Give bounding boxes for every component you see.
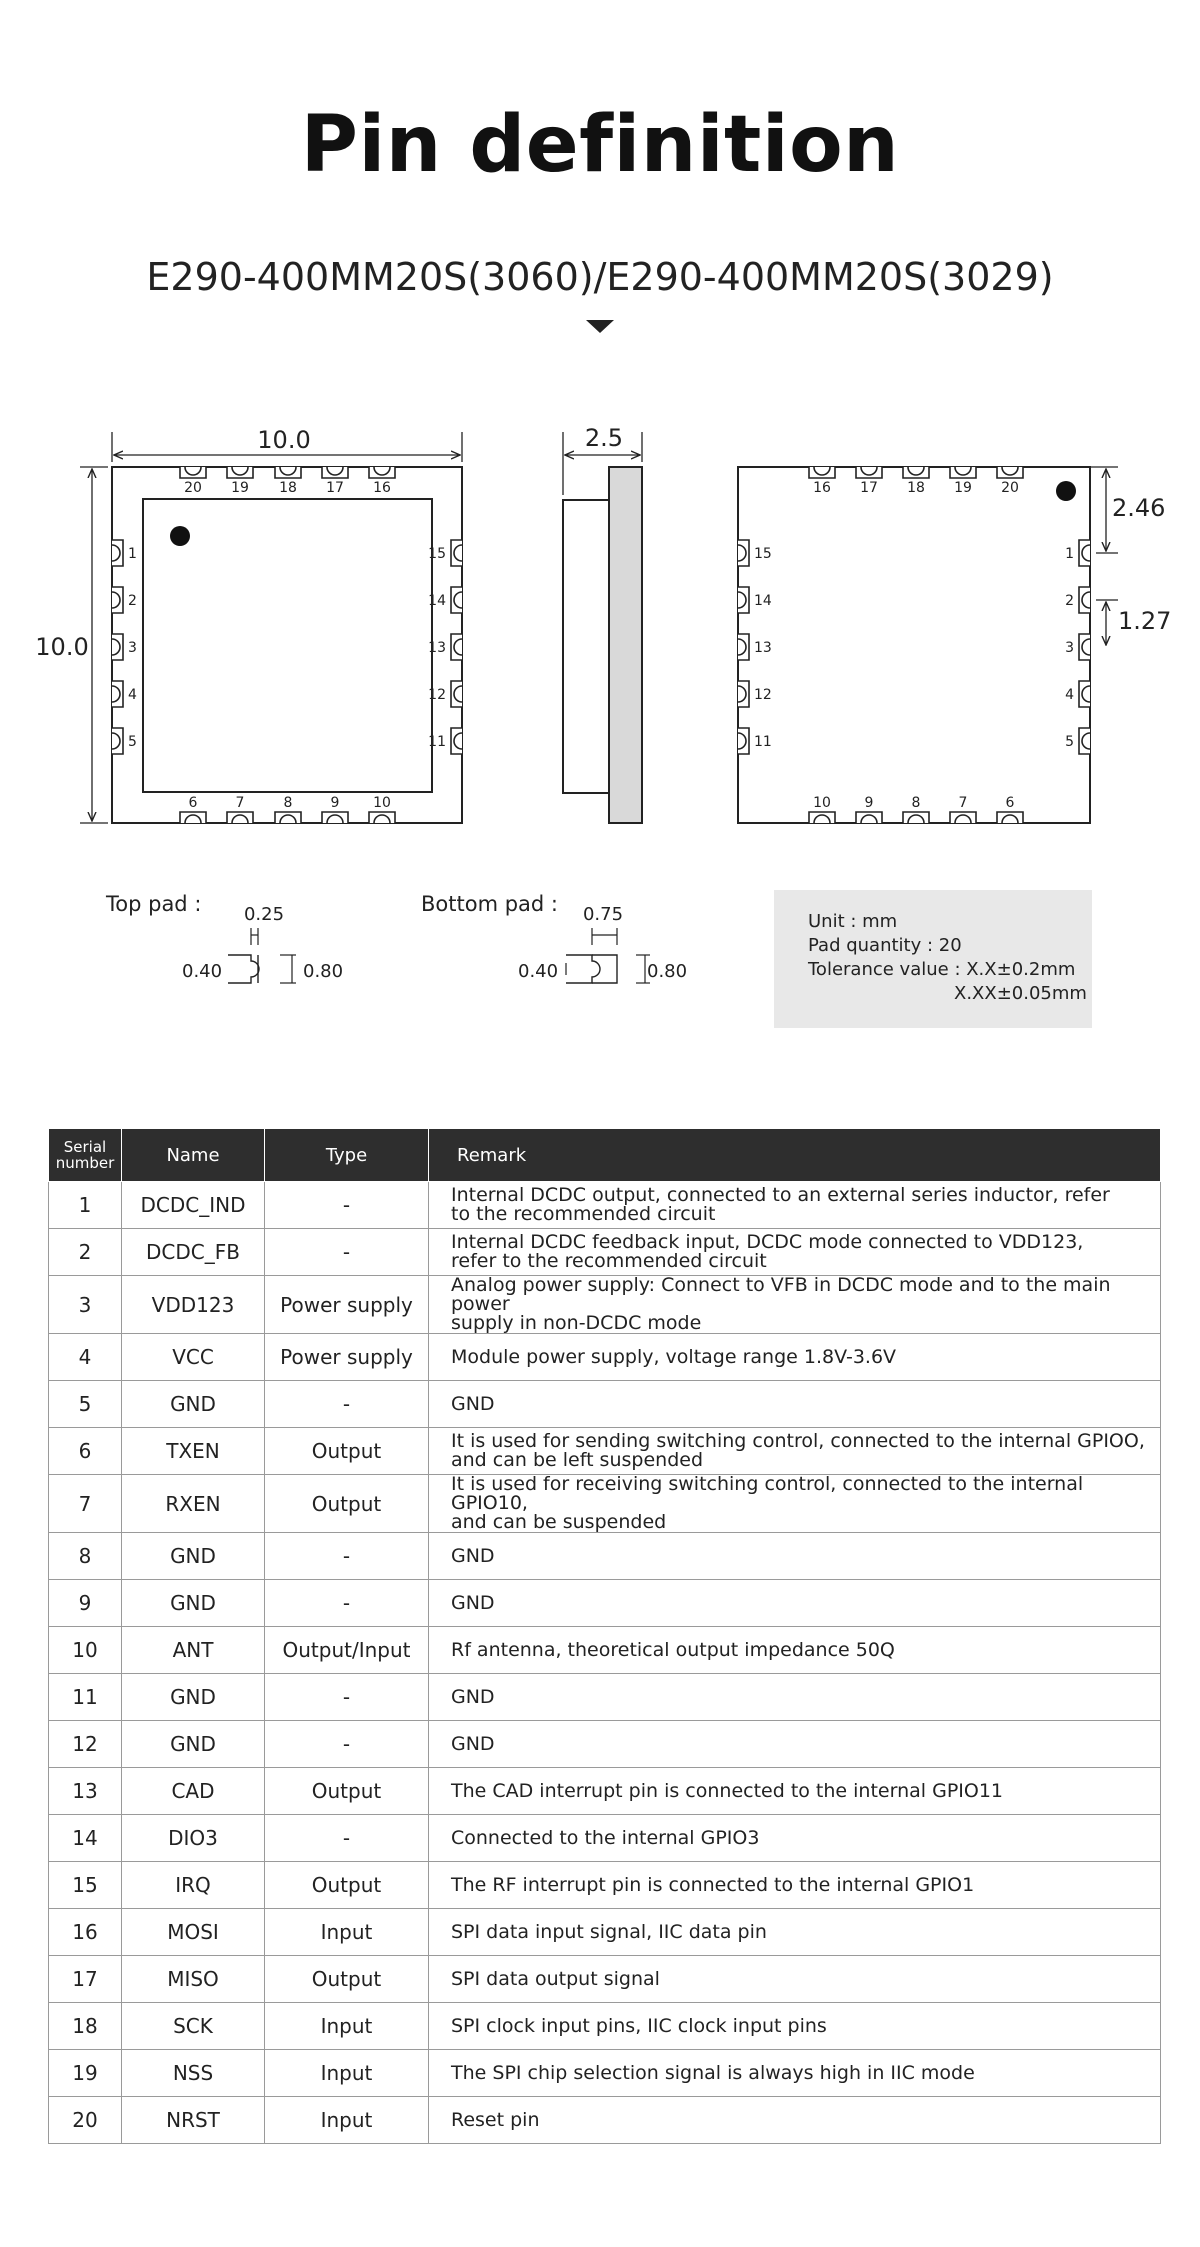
table-row — [49, 1428, 1161, 1475]
bottom-view-body — [738, 467, 1090, 823]
pin-number-label: 2 — [128, 593, 137, 609]
cell-serial: 10 — [49, 1627, 122, 1674]
bottom-pad-label: Bottom pad : — [421, 892, 558, 916]
pin-number-label: 9 — [864, 795, 874, 811]
cell-remark: SPI data output signal — [429, 1956, 1161, 2003]
cell-name: NSS — [122, 2050, 265, 2097]
bottom-pad-left-dim: 0.40 — [518, 961, 559, 982]
cell-remark: Reset pin — [429, 2097, 1161, 2144]
table-row — [49, 1182, 1161, 1229]
cell-serial: 20 — [49, 2097, 122, 2144]
top-pad-width: 0.25 — [243, 904, 285, 925]
cell-type: - — [265, 1674, 429, 1721]
table-row — [49, 1674, 1161, 1721]
cell-name: GND — [122, 1533, 265, 1580]
side-view-thickness-dim: 2.5 — [584, 424, 624, 452]
cell-type: Input — [265, 2097, 429, 2144]
pin-table — [48, 1128, 1161, 2144]
pin-number-label: 16 — [373, 480, 391, 496]
table-row — [49, 1768, 1161, 1815]
cell-serial: 17 — [49, 1956, 122, 2003]
cell-serial: 13 — [49, 1768, 122, 1815]
cell-type: Power supply — [265, 1334, 429, 1381]
cell-remark: GND — [429, 1533, 1161, 1580]
cell-serial: 3 — [49, 1276, 122, 1334]
note-pad-quantity: Pad quantity : 20 — [808, 935, 962, 956]
pin-number-label: 3 — [128, 640, 137, 656]
pin-number-label: 4 — [1065, 687, 1074, 703]
pin-number-label: 1 — [128, 546, 137, 562]
cell-name: MISO — [122, 1956, 265, 2003]
cell-type: Output — [265, 1862, 429, 1909]
cell-name: SCK — [122, 2003, 265, 2050]
cell-type: Input — [265, 1909, 429, 1956]
pin-number-label: 12 — [754, 687, 772, 703]
table-row — [49, 1956, 1161, 2003]
down-arrow-icon — [586, 320, 614, 333]
bottom-pad-detail — [421, 892, 687, 983]
pin-number-label: 11 — [754, 734, 772, 750]
cell-serial: 5 — [49, 1381, 122, 1428]
pin-number-label: 12 — [428, 687, 446, 703]
cell-type: Output/Input — [265, 1627, 429, 1674]
col-name: Name — [122, 1129, 265, 1182]
bottom-view — [738, 467, 1171, 823]
cell-serial: 15 — [49, 1862, 122, 1909]
pin-number-label: 2 — [1065, 593, 1074, 609]
col-type: Type — [265, 1129, 429, 1182]
table-row — [49, 1627, 1161, 1674]
pin-number-label: 19 — [954, 480, 972, 496]
table-row — [49, 1862, 1161, 1909]
bottom-view-offset-dim: 2.46 — [1112, 494, 1166, 522]
cell-serial: 7 — [49, 1475, 122, 1533]
pin-number-label: 17 — [860, 480, 878, 496]
cell-serial: 8 — [49, 1533, 122, 1580]
pin-number-label: 8 — [283, 795, 293, 811]
cell-type: - — [265, 1533, 429, 1580]
cell-name: DCDC_IND — [122, 1182, 265, 1229]
table-header-row — [49, 1129, 1161, 1182]
cell-serial: 6 — [49, 1428, 122, 1475]
bottom-pad-right-dim: 0.80 — [647, 961, 688, 982]
table-row — [49, 1721, 1161, 1768]
cell-remark: The CAD interrupt pin is connected to the internal GPIO11 — [429, 1768, 1161, 1815]
cell-serial: 12 — [49, 1721, 122, 1768]
cell-remark: GND — [429, 1721, 1161, 1768]
table-row — [49, 1909, 1161, 1956]
cell-name: VDD123 — [122, 1276, 265, 1334]
pin-number-label: 1 — [1065, 546, 1074, 562]
cell-serial: 18 — [49, 2003, 122, 2050]
col-remark: Remark — [429, 1129, 1161, 1182]
cell-remark: It is used for receiving switching control, connected to the internal GPIO10, and can be suspended — [429, 1475, 1161, 1533]
cell-remark: The SPI chip selection signal is always high in IIC mode — [429, 2050, 1161, 2097]
col-serial-number: Serial number — [49, 1129, 122, 1182]
top-pad-label: Top pad : — [106, 892, 202, 916]
pin-number-label: 8 — [911, 795, 921, 811]
cell-remark: Analog power supply: Connect to VFB in DCDC mode and to the main power supply in non-DCDC mode — [429, 1276, 1161, 1334]
pin-number-label: 11 — [428, 734, 446, 750]
cell-name: IRQ — [122, 1862, 265, 1909]
pin-number-label: 20 — [184, 480, 202, 496]
spec-note-box — [774, 890, 1092, 1028]
side-view-pcb — [609, 467, 642, 823]
pin-number-label: 10 — [373, 795, 391, 811]
page-title: Pin definition — [300, 100, 900, 190]
cell-name: GND — [122, 1674, 265, 1721]
cell-type: - — [265, 1182, 429, 1229]
cell-remark: GND — [429, 1580, 1161, 1627]
cell-serial: 11 — [49, 1674, 122, 1721]
cell-name: DIO3 — [122, 1815, 265, 1862]
cell-remark: The RF interrupt pin is connected to the internal GPIO1 — [429, 1862, 1161, 1909]
top-pad-left-dim: 0.40 — [182, 961, 223, 982]
pin-number-label: 20 — [1001, 480, 1019, 496]
table-row — [49, 1381, 1161, 1428]
cell-remark: GND — [429, 1674, 1161, 1721]
table-row — [49, 1334, 1161, 1381]
pin-number-label: 18 — [279, 480, 297, 496]
cell-type: - — [265, 1815, 429, 1862]
top-view — [35, 426, 462, 823]
cell-name: ANT — [122, 1627, 265, 1674]
cell-type: Power supply — [265, 1276, 429, 1334]
table-row — [49, 1580, 1161, 1627]
table-row — [49, 2050, 1161, 2097]
cell-name: NRST — [122, 2097, 265, 2144]
pin-number-label: 4 — [128, 687, 137, 703]
side-view-shield — [563, 500, 609, 793]
table-row — [49, 2097, 1161, 2144]
note-tolerance-2: X.XX±0.05mm — [954, 983, 1087, 1004]
table-row — [49, 1815, 1161, 1862]
cell-remark: Rf antenna, theoretical output impedance 50Q — [429, 1627, 1161, 1674]
bottom-view-pitch-dim: 1.27 — [1118, 607, 1172, 635]
cell-name: GND — [122, 1580, 265, 1627]
pin-number-label: 5 — [1065, 734, 1074, 750]
top-view-width-dim: 10.0 — [257, 426, 311, 454]
cell-name: VCC — [122, 1334, 265, 1381]
pin-number-label: 6 — [1005, 795, 1015, 811]
pin-number-label: 14 — [754, 593, 772, 609]
pin-number-label: 7 — [958, 795, 968, 811]
cell-serial: 16 — [49, 1909, 122, 1956]
table-row — [49, 1229, 1161, 1276]
cell-type: Output — [265, 1475, 429, 1533]
cell-remark: It is used for sending switching control, connected to the internal GPIOO, and can be left suspended — [429, 1428, 1161, 1475]
cell-remark: Connected to the internal GPIO3 — [429, 1815, 1161, 1862]
cell-name: TXEN — [122, 1428, 265, 1475]
top-pad-detail — [105, 892, 343, 983]
pin-number-label: 15 — [754, 546, 772, 562]
cell-remark: Internal DCDC output, connected to an external series inductor, refer to the recommended circuit — [429, 1182, 1161, 1229]
table-row — [49, 2003, 1161, 2050]
pin1-marker-dot — [170, 526, 190, 546]
top-pad-right-dim: 0.80 — [303, 961, 344, 982]
pin-number-label: 17 — [326, 480, 344, 496]
cell-name: GND — [122, 1381, 265, 1428]
pin-number-label: 6 — [188, 795, 198, 811]
pin-number-label: 5 — [128, 734, 137, 750]
pin-number-label: 15 — [428, 546, 446, 562]
note-unit: Unit : mm — [808, 911, 898, 932]
cell-type: Output — [265, 1768, 429, 1815]
cell-type: - — [265, 1229, 429, 1276]
cell-remark: SPI data input signal, IIC data pin — [429, 1909, 1161, 1956]
cell-remark: Module power supply, voltage range 1.8V-3.6V — [429, 1334, 1161, 1381]
pin-number-label: 18 — [907, 480, 925, 496]
cell-type: Input — [265, 2003, 429, 2050]
pin-number-label: 19 — [231, 480, 249, 496]
pin1-marker-dot-bottom — [1056, 481, 1076, 501]
pin-number-label: 13 — [428, 640, 446, 656]
pin-number-label: 14 — [428, 593, 446, 609]
note-tolerance: Tolerance value : X.X±0.2mm — [808, 959, 1076, 980]
cell-serial: 2 — [49, 1229, 122, 1276]
cell-remark: Internal DCDC feedback input, DCDC mode connected to VDD123, refer to the recommended circuit — [429, 1229, 1161, 1276]
bottom-pad-width: 0.75 — [582, 904, 624, 925]
cell-serial: 4 — [49, 1334, 122, 1381]
pin-number-label: 9 — [330, 795, 340, 811]
table-row — [49, 1533, 1161, 1580]
model-subtitle: E290-400MM20S(3060)/E290-400MM20S(3029) — [146, 255, 1054, 299]
cell-type: - — [265, 1580, 429, 1627]
cell-name: MOSI — [122, 1909, 265, 1956]
side-view — [563, 424, 642, 823]
top-view-height-dim: 10.0 — [35, 633, 89, 661]
pin-number-label: 10 — [813, 795, 831, 811]
cell-type: Output — [265, 1956, 429, 2003]
cell-type: - — [265, 1381, 429, 1428]
table-row — [49, 1475, 1161, 1533]
cell-serial: 9 — [49, 1580, 122, 1627]
cell-name: CAD — [122, 1768, 265, 1815]
cell-type: - — [265, 1721, 429, 1768]
pin-number-label: 16 — [813, 480, 831, 496]
cell-serial: 1 — [49, 1182, 122, 1229]
cell-type: Input — [265, 2050, 429, 2097]
cell-name: GND — [122, 1721, 265, 1768]
cell-serial: 14 — [49, 1815, 122, 1862]
cell-type: Output — [265, 1428, 429, 1475]
pin-number-label: 7 — [235, 795, 245, 811]
cell-name: RXEN — [122, 1475, 265, 1533]
pin-number-label: 3 — [1065, 640, 1074, 656]
cell-name: DCDC_FB — [122, 1229, 265, 1276]
cell-serial: 19 — [49, 2050, 122, 2097]
pin-number-label: 13 — [754, 640, 772, 656]
table-row — [49, 1276, 1161, 1334]
cell-remark: GND — [429, 1381, 1161, 1428]
cell-remark: SPI clock input pins, IIC clock input pins — [429, 2003, 1161, 2050]
